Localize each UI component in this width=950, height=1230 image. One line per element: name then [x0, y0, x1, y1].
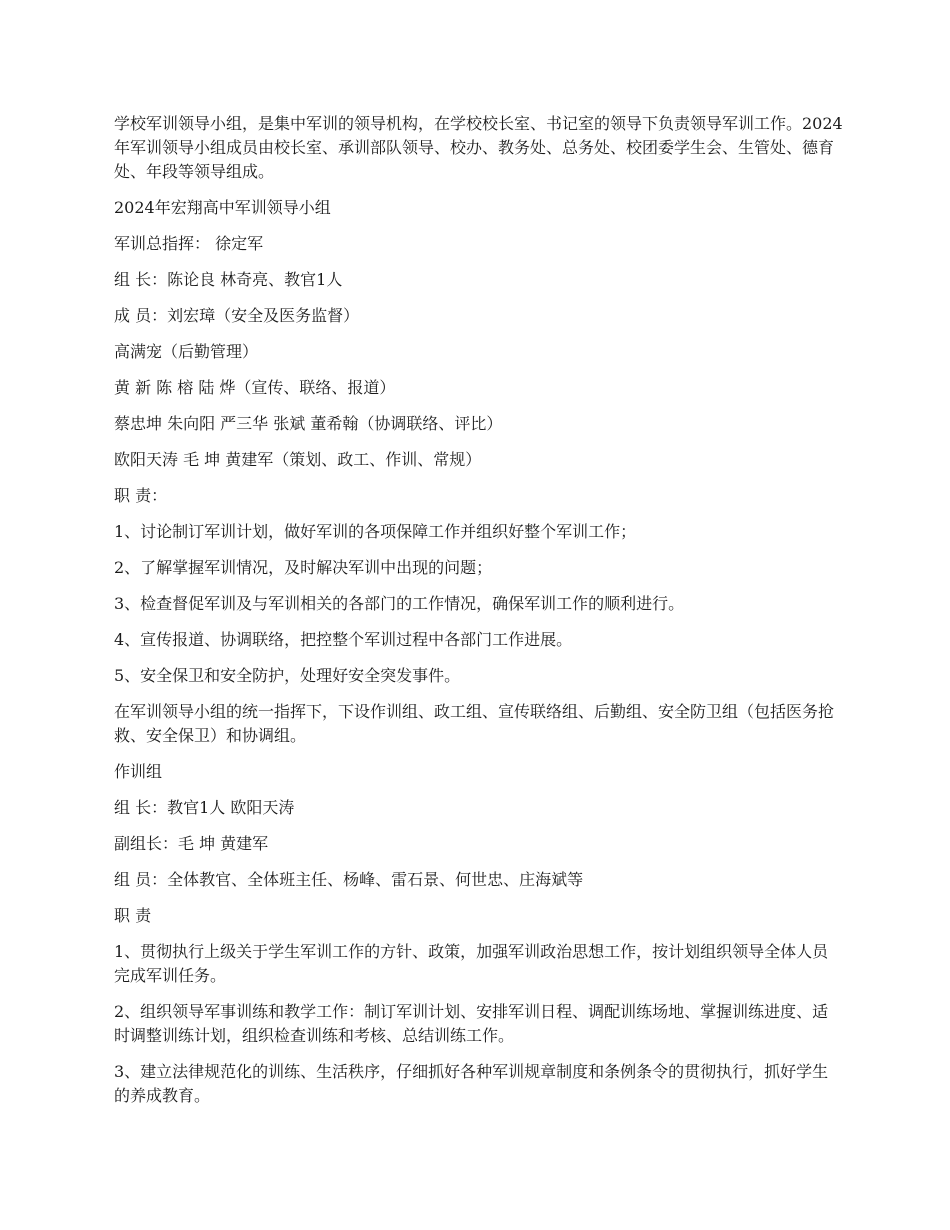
duty-item: 1、讨论制订军训计划，做好军训的各项保障工作并组织好整个军训工作； [114, 522, 637, 541]
duty-item: 2、了解掌握军训情况，及时解决军训中出现的问题； [114, 558, 493, 577]
member-line: 成 员：刘宏璋（安全及医务监督） [114, 306, 360, 325]
duty-item: 4、宣传报道、协调联络，把控整个军训过程中各部门工作进展。 [114, 630, 573, 649]
training-duties-heading: 职 责 [114, 906, 152, 925]
training-leader-line: 组 长：教官1人 欧阳天涛 [114, 798, 295, 817]
leader-line: 组 长：陈论良 林奇亮、教官1人 [114, 270, 343, 289]
intro-paragraph: 学校军训领导小组，是集中军训的领导机构，在学校校长室、书记室的领导下负责领导军训工作。2024年军训领导小组成员由校长室、承训部队领导、校办、教务处、总务处、校团委学生会、生管处、德育处、年段等领导组成。 [114, 114, 843, 181]
group-title: 2024年宏翔高中军训领导小组 [114, 198, 331, 217]
commander-line: 军训总指挥： 徐定军 [114, 234, 264, 253]
member-line: 蔡忠坤 朱向阳 严三华 张斌 董希翰（协调联络、评比） [114, 414, 503, 433]
training-duty-item: 1、贯彻执行上级关于学生军训工作的方针、政策，加强军训政治思想工作，按计划组织领导全体人员完成军训任务。 [114, 942, 829, 985]
training-deputy-line: 副组长：毛 坤 黄建军 [114, 834, 269, 853]
member-line: 高满宠（后勤管理） [114, 342, 259, 361]
member-line: 欧阳天涛 毛 坤 黄建军（策划、政工、作训、常规） [114, 450, 482, 469]
training-duty-item: 2、组织领导军事训练和教学工作：制订军训计划、安排军训日程、调配训练场地、掌握训练进度、适时调整训练计划，组织检查训练和考核、总结训练工作。 [114, 1002, 829, 1045]
subgroups-paragraph: 在军训领导小组的统一指挥下，下设作训组、政工组、宣传联络组、后勤组、安全防卫组（包括医务抢救、安全保卫）和协调组。 [114, 702, 835, 745]
training-members-line: 组 员：全体教官、全体班主任、杨峰、雷石景、何世忠、庄海斌等 [114, 870, 584, 889]
duty-item: 5、安全保卫和安全防护，处理好安全突发事件。 [114, 666, 461, 685]
document-page [114, 112, 844, 1120]
member-line: 黄 新 陈 榕 陆 烨（宣传、联络、报道） [114, 378, 396, 397]
duties-heading: 职 责： [114, 486, 168, 505]
training-group-heading: 作训组 [114, 762, 163, 781]
duty-item: 3、检查督促军训及与军训相关的各部门的工作情况，确保军训工作的顺利进行。 [114, 594, 685, 613]
training-duty-item: 3、建立法律规范化的训练、生活秩序，仔细抓好各种军训规章制度和条例条令的贯彻执行，抓好学生的养成教育。 [114, 1062, 829, 1105]
